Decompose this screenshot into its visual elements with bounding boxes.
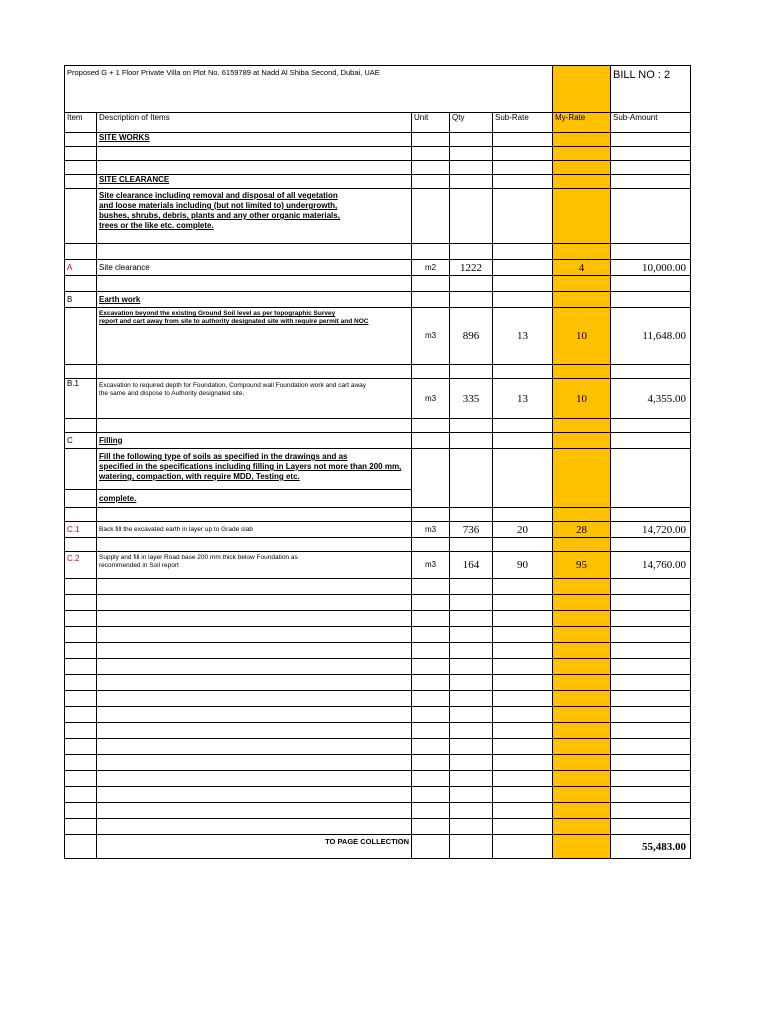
bill-sheet xyxy=(64,65,691,859)
item-amount: 11,648.00 xyxy=(611,308,691,365)
item-unit: m3 xyxy=(412,379,450,419)
section-earth-work: Earth work xyxy=(97,292,412,308)
col-header-my-rate: My-Rate xyxy=(553,113,611,133)
item-unit: m3 xyxy=(412,522,450,538)
item-description: Excavation to required depth for Foundation, Compound wall Foundation work and cart away the same and dispose to Authority designated site. xyxy=(97,379,412,419)
item-description: Site clearance xyxy=(97,260,412,276)
rate-cell xyxy=(553,66,611,113)
item-amount: 4,355.00 xyxy=(611,379,691,419)
bill-table xyxy=(64,65,691,859)
item-qty: 164 xyxy=(450,552,493,579)
total-row xyxy=(65,835,691,859)
site-clearance-description: Site clearance including removal and disposal of all vegetation and loose materials including (but not limited to) undergrowth, bushes, shrubs, debris, plants and any other organic materials, trees or the like etc. complete. xyxy=(97,189,412,244)
item-code: C.2 xyxy=(65,552,97,579)
item-my-rate: 4 xyxy=(553,260,611,276)
item-sub-rate: 13 xyxy=(493,379,553,419)
bill-number: BILL NO : 2 xyxy=(611,66,691,113)
item-amount: 10,000.00 xyxy=(611,260,691,276)
section-site-works: SITE WORKS xyxy=(97,133,412,147)
page-total: 55,483.00 xyxy=(611,835,691,859)
item-sub-rate: 90 xyxy=(493,552,553,579)
filling-description: Fill the following type of soils as specified in the drawings and as specified in the specifications including filling in Layers not more than 200 mm, watering, compaction, with require MDD, Testing etc. xyxy=(97,449,412,490)
item-amount: 14,720.00 xyxy=(611,522,691,538)
table-row xyxy=(65,260,691,276)
col-header-unit: Unit xyxy=(412,113,450,133)
table-row xyxy=(65,552,691,579)
filling-description-complete: complete. xyxy=(97,490,412,508)
item-description: Back fill the excavated earth in layer up to Grade slab xyxy=(97,522,412,538)
item-sub-rate: 13 xyxy=(493,308,553,365)
item-qty: 736 xyxy=(450,522,493,538)
item-sub-rate: 20 xyxy=(493,522,553,538)
section-site-clearance: SITE CLEARANCE xyxy=(97,175,412,189)
col-header-sub-rate: Sub-Rate xyxy=(493,113,553,133)
page-collection-label: TO PAGE COLLECTION xyxy=(97,835,412,859)
table-row xyxy=(65,522,691,538)
item-sub-rate xyxy=(493,260,553,276)
section-filling: Filling xyxy=(97,433,412,449)
item-code: C xyxy=(65,433,97,449)
item-my-rate: 10 xyxy=(553,308,611,365)
item-qty: 335 xyxy=(450,379,493,419)
item-my-rate: 28 xyxy=(553,522,611,538)
item-qty: 896 xyxy=(450,308,493,365)
item-amount: 14,760.00 xyxy=(611,552,691,579)
item-my-rate: 95 xyxy=(553,552,611,579)
item-description: Excavation beyond the existing Ground Soil level as per topographic Survey report and cart away from site to authority designated site with require permit and NOC xyxy=(97,308,412,365)
col-header-sub-amount: Sub-Amount xyxy=(611,113,691,133)
col-header-description: Description of Items xyxy=(97,113,412,133)
item-my-rate: 10 xyxy=(553,379,611,419)
col-header-item: Item xyxy=(65,113,97,133)
project-title: Proposed G + 1 Floor Private Villa on Plot No. 6159789 at Nadd Al Shiba Second, Dubai, UAE xyxy=(65,66,553,113)
item-unit: m3 xyxy=(412,552,450,579)
item-unit: m3 xyxy=(412,308,450,365)
table-row xyxy=(65,379,691,419)
item-code: A xyxy=(65,260,97,276)
item-code: C.1 xyxy=(65,522,97,538)
item-code: B xyxy=(65,292,97,308)
item-description: Supply and fill in layer Road base 200 mm thick below Foundation as recommended in Soil report xyxy=(97,552,412,579)
item-code: B.1 xyxy=(65,379,97,419)
col-header-qty: Qty xyxy=(450,113,493,133)
table-row xyxy=(65,308,691,365)
item-qty: 1222 xyxy=(450,260,493,276)
item-unit: m2 xyxy=(412,260,450,276)
